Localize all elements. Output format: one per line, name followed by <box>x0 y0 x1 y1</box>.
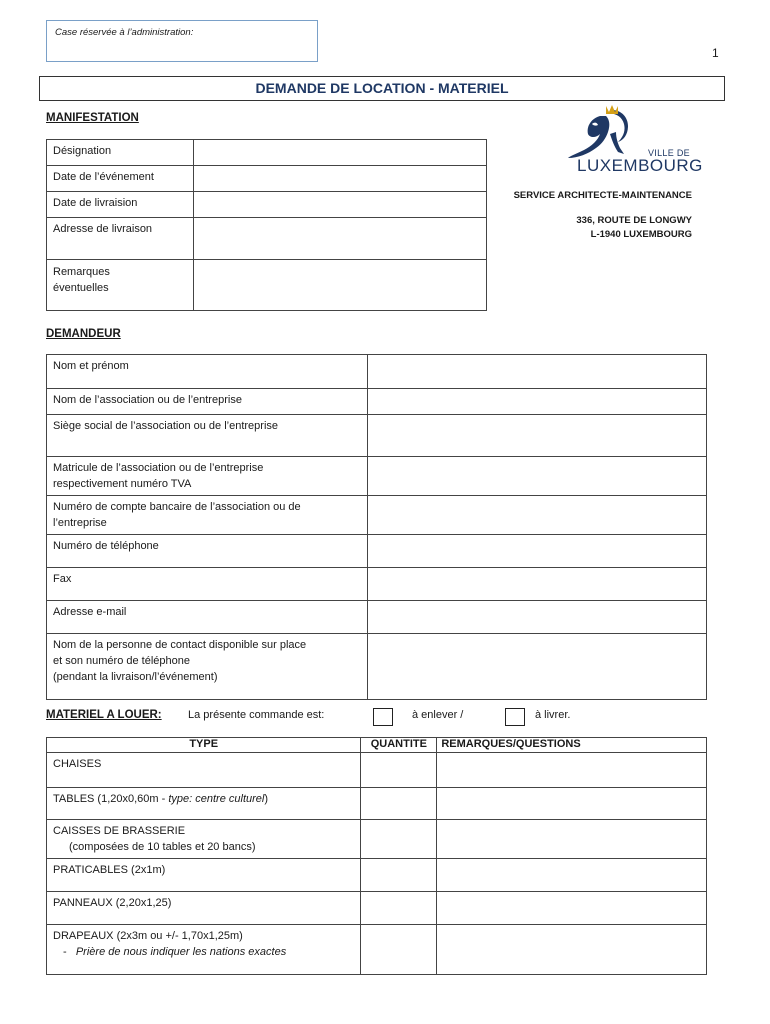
table-row <box>47 218 487 260</box>
table-row <box>47 859 707 892</box>
bank-account-label: Numéro de compte bancaire de l’association ou de l’entreprise <box>47 496 368 535</box>
delivery-address-label: Adresse de livraison <box>47 218 194 260</box>
table-row <box>47 355 707 389</box>
pickup-checkbox[interactable] <box>373 708 393 726</box>
remarks-column-header: REMARQUES/QUESTIONS <box>437 738 707 753</box>
table-row <box>47 260 487 311</box>
flags-label <box>47 925 361 975</box>
table-row <box>47 415 707 457</box>
event-date-field[interactable] <box>193 166 486 192</box>
flags-note-text: Prière de nous indiquer les nations exactes <box>75 946 287 958</box>
contact-person-label: Nom de la personne de contact disponible sur place et son numéro de téléphone (pendant la livraison/l’événement) <box>47 634 368 700</box>
phone-field[interactable] <box>367 535 706 568</box>
designation-field[interactable] <box>193 140 486 166</box>
service-address-line2: L-1940 LUXEMBOURG <box>590 229 692 240</box>
table-row <box>47 925 707 975</box>
delivery-address-field[interactable] <box>193 218 486 260</box>
table-row <box>47 389 707 415</box>
table-row <box>47 192 487 218</box>
table-header-row <box>47 738 707 753</box>
flags-note-dash: - <box>63 946 67 958</box>
flags-note <box>53 944 354 960</box>
bank-account-field[interactable] <box>367 496 706 535</box>
chairs-label: CHAISES <box>47 753 361 788</box>
pickup-option-label: à enlever / <box>412 709 464 721</box>
logo-ville-de: VILLE DE <box>648 148 690 158</box>
brewery-sets-remarks-field[interactable] <box>437 820 707 859</box>
table-row <box>47 535 707 568</box>
brewery-sets-detail: (composées de 10 tables et 20 bancs) <box>69 841 256 853</box>
association-name-label: Nom de l’association ou de l’entreprise <box>47 389 368 415</box>
logo-luxembourg: LUXEMBOURG <box>577 156 703 175</box>
chairs-remarks-field[interactable] <box>437 753 707 788</box>
full-name-field[interactable] <box>367 355 706 389</box>
fax-label: Fax <box>47 568 368 601</box>
service-address-line1: 336, ROUTE DE LONGWY <box>576 215 692 226</box>
remarks-field[interactable] <box>193 260 486 311</box>
remarks-label: Remarques éventuelles <box>47 260 194 311</box>
materiel-table <box>46 737 707 975</box>
contact-person-field[interactable] <box>367 634 706 700</box>
brewery-sets-quantity-field[interactable] <box>361 820 437 859</box>
order-type-text: La présente commande est: <box>188 709 325 721</box>
delivery-date-label: Date de livraision <box>47 192 194 218</box>
tables-label: TABLES (1,20x0,60m - type: centre culturel) <box>47 788 361 820</box>
delivery-date-field[interactable] <box>193 192 486 218</box>
association-name-field[interactable] <box>367 389 706 415</box>
manifestation-table <box>46 139 487 311</box>
brewery-sets-title: CAISSES DE BRASSERIE <box>53 825 186 837</box>
delivery-checkbox[interactable] <box>505 708 525 726</box>
email-label: Adresse e-mail <box>47 601 368 634</box>
panels-quantity-field[interactable] <box>361 892 437 925</box>
registration-number-label: Matricule de l’association ou de l’entreprise respectivement numéro TVA <box>47 457 368 496</box>
table-row <box>47 753 707 788</box>
panels-label: PANNEAUX (2,20x1,25) <box>47 892 361 925</box>
table-row <box>47 457 707 496</box>
tables-remarks-field[interactable] <box>437 788 707 820</box>
event-date-label: Date de l’événement <box>47 166 194 192</box>
manifestation-heading: MANIFESTATION <box>46 112 139 124</box>
flags-title: DRAPEAUX (2x3m ou +/- 1,70x1,25m) <box>53 930 243 942</box>
table-row <box>47 496 707 535</box>
table-row <box>47 634 707 700</box>
table-row <box>47 892 707 925</box>
form-title: DEMANDE DE LOCATION - MATERIEL <box>39 76 725 101</box>
table-row <box>47 568 707 601</box>
registration-number-field[interactable] <box>367 457 706 496</box>
registered-office-label: Siège social de l’association ou de l’entreprise <box>47 415 368 457</box>
phone-label: Numéro de téléphone <box>47 535 368 568</box>
quantity-column-header: QUANTITE <box>361 738 437 753</box>
table-row <box>47 601 707 634</box>
table-row <box>47 140 487 166</box>
page-number: 1 <box>712 46 719 60</box>
tables-quantity-field[interactable] <box>361 788 437 820</box>
table-row <box>47 820 707 859</box>
admin-box-label: Case réservée à l’administration: <box>55 27 194 38</box>
demandeur-table <box>46 354 707 700</box>
chairs-quantity-field[interactable] <box>361 753 437 788</box>
admin-box <box>46 20 318 62</box>
designation-label: Désignation <box>47 140 194 166</box>
flags-quantity-field[interactable] <box>361 925 437 975</box>
materiel-heading: MATERIEL A LOUER: <box>46 709 162 721</box>
platforms-quantity-field[interactable] <box>361 859 437 892</box>
email-field[interactable] <box>367 601 706 634</box>
registered-office-field[interactable] <box>367 415 706 457</box>
panels-remarks-field[interactable] <box>437 892 707 925</box>
table-row <box>47 166 487 192</box>
flags-remarks-field[interactable] <box>437 925 707 975</box>
platforms-remarks-field[interactable] <box>437 859 707 892</box>
type-column-header: TYPE <box>47 738 361 753</box>
demandeur-heading: DEMANDEUR <box>46 328 121 340</box>
brewery-sets-label <box>47 820 361 859</box>
full-name-label: Nom et prénom <box>47 355 368 389</box>
service-name: SERVICE ARCHITECTE-MAINTENANCE <box>513 190 692 201</box>
platforms-label: PRATICABLES (2x1m) <box>47 859 361 892</box>
table-row <box>47 788 707 820</box>
delivery-option-label: à livrer. <box>535 709 571 721</box>
fax-field[interactable] <box>367 568 706 601</box>
